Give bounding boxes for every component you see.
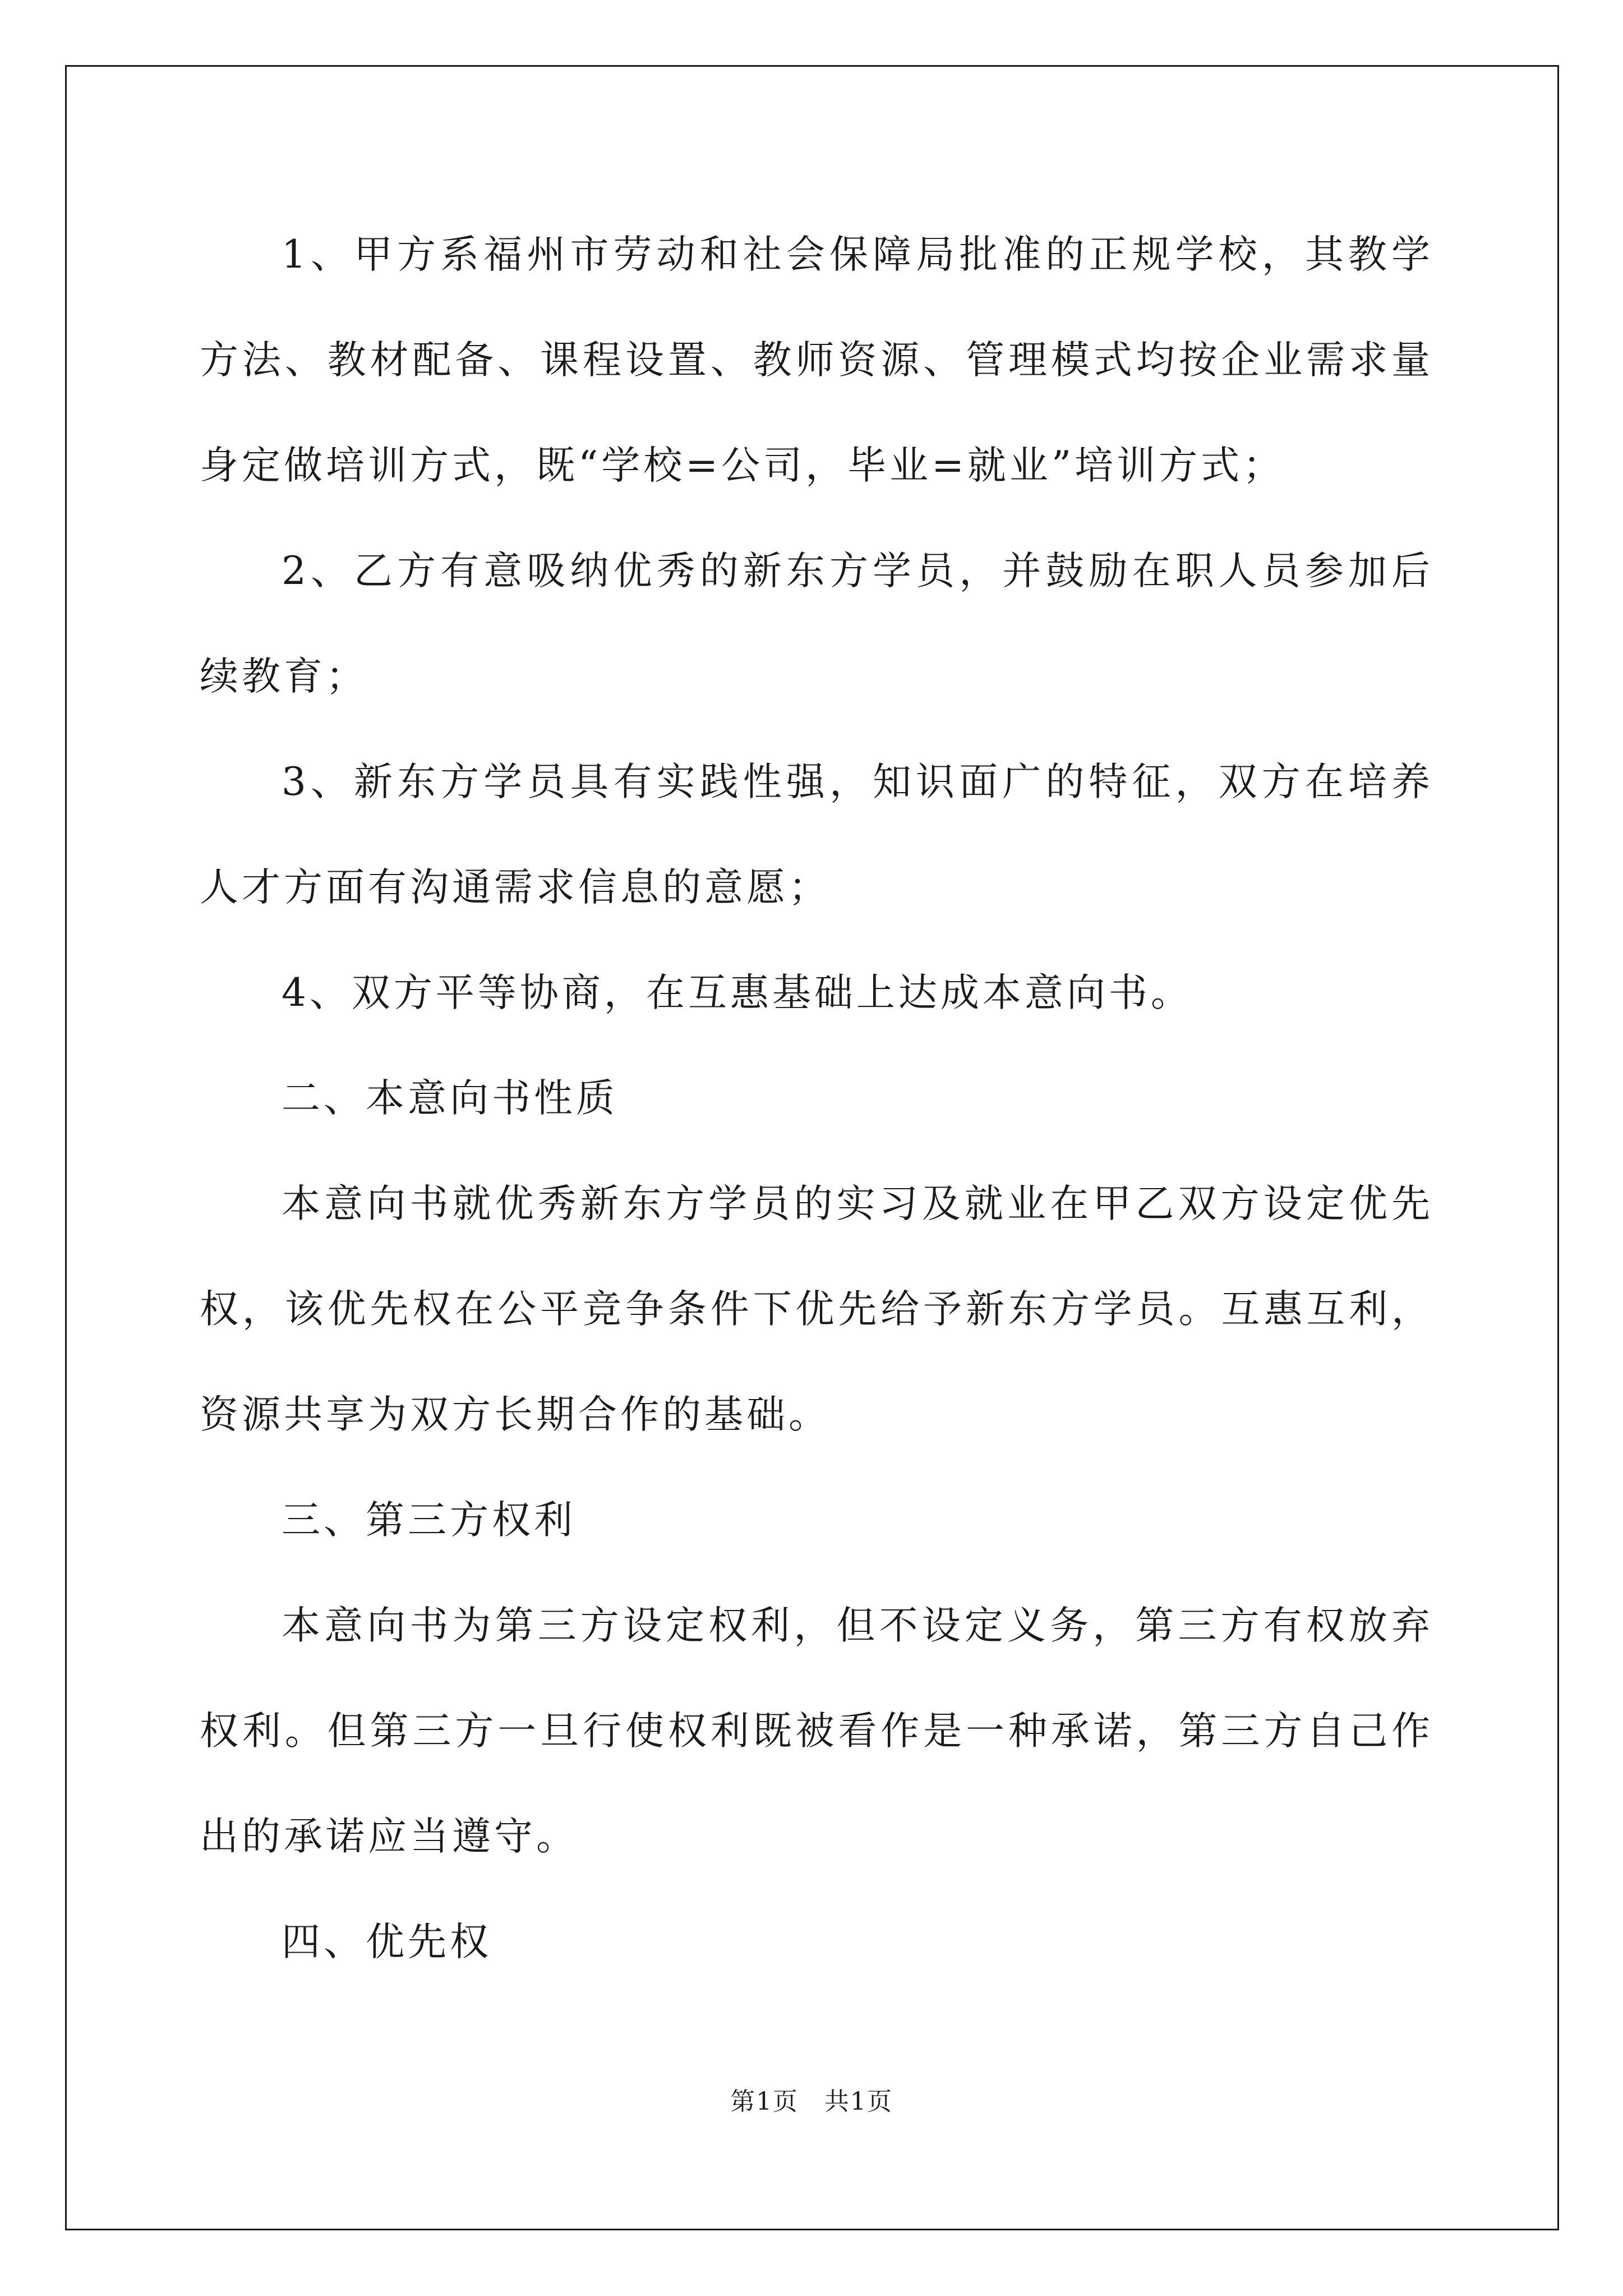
page-footer — [0, 2081, 1623, 2117]
paragraph-third-party: 本意向书为第三方设定权利，但不设定义务，第三方有权放弃权利。但第三方一旦行使权利既被看作是一种承诺，第三方自己作出的承诺应当遵守。 — [200, 1603, 1433, 1859]
paragraph-clause-3: 3、新东方学员具有实践性强，知识面广的特征，双方在培养人才方面有沟通需求信息的意愿； — [200, 760, 1433, 910]
paragraph-clause-2: 2、乙方有意吸纳优秀的新东方学员，并鼓励在职人员参加后续教育； — [200, 549, 1433, 699]
paragraph-nature: 本意向书就优秀新东方学员的实习及就业在甲乙双方设定优先权，该优先权在公平竞争条件下优先给予新东方学员。互惠互利，资源共享为双方长期合作的基础。 — [200, 1181, 1433, 1437]
section-heading-nature: 二、本意向书性质 — [282, 1076, 618, 1121]
document-body — [200, 202, 1433, 1995]
paragraph-clause-4: 4、双方平等协商，在互惠基础上达成本意向书。 — [282, 970, 1193, 1015]
section-heading-priority: 四、优先权 — [282, 1920, 492, 1964]
section-heading-third-party: 三、第三方权利 — [282, 1498, 576, 1543]
page-total: 共1页 — [824, 2087, 893, 2116]
paragraph-clause-1: 1、甲方系福州市劳动和社会保障局批准的正规学校，其教学方法、教材配备、课程设置、教师资源、管理模式均按企业需求量身定做培训方式，既“学校=公司，毕业=就业”培训方式； — [200, 232, 1433, 488]
page-number: 第1页 — [730, 2087, 799, 2116]
